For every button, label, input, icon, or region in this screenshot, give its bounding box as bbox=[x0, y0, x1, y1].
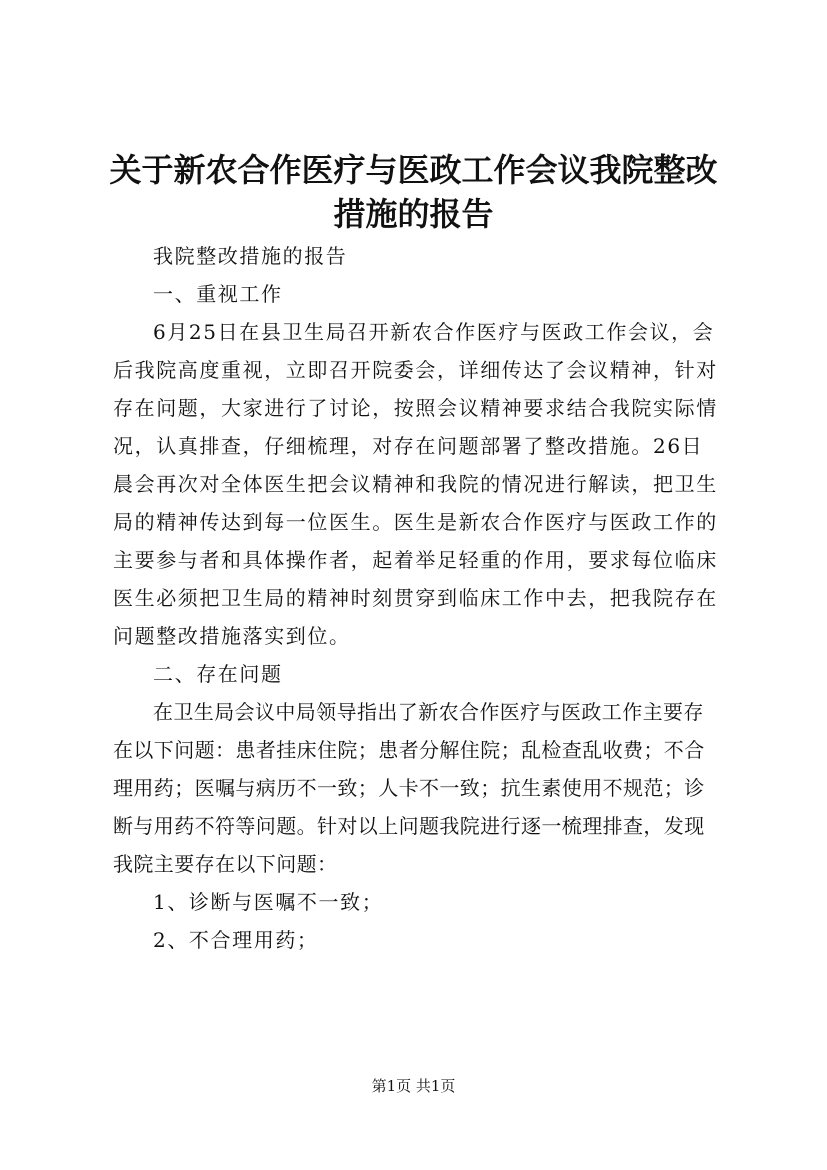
document-title: 关于新农合作医疗与医政工作会议我院整改措施的报告 bbox=[109, 151, 718, 233]
section-heading-2: 二、存在问题 bbox=[153, 662, 283, 686]
subtitle-paragraph: 我院整改措施的报告 bbox=[153, 244, 348, 268]
body-paragraph-2: 在卫生局会议中局领导指出了新农合作医疗与医政工作主要存在以下问题：患者挂床住院；患者分解住院；乱检查乱收费；不合理用药；医嘱与病历不一致；人卡不一致；抗生素使用不规范；诊断与用药不符等问题。针对以上问题我院进行逐一梳理排查，发现我院主要存在以下问题： bbox=[113, 700, 705, 876]
document-body bbox=[113, 237, 723, 959]
body-paragraph-1: 6月25日在县卫生局召开新农合作医疗与医政工作会议，会后我院高度重视，立即召开院委会，详细传达了会议精神，针对存在问题，大家进行了讨论，按照会议精神要求结合我院实际情况，认真排查，仔细梳理，对存在问题部署了整改措施。26日晨会再次对全体医生把会议精神和我院的情况进行解读，把卫生局的精神传达到每一位医生。医生是新农合作医疗与医政工作的主要参与者和具体操作者，起着举足轻重的作用，要求每位临床医生必须把卫生局的精神时刻贯穿到临床工作中去，把我院存在问题整改措施落实到位。 bbox=[113, 320, 718, 648]
list-item-1: 1、诊断与医嘱不一致； bbox=[153, 890, 384, 914]
list-item-2: 2、不合理用药； bbox=[153, 928, 319, 952]
section-heading-1: 一、重视工作 bbox=[153, 282, 283, 306]
page-footer: 第1页 共1页 bbox=[371, 1077, 456, 1095]
